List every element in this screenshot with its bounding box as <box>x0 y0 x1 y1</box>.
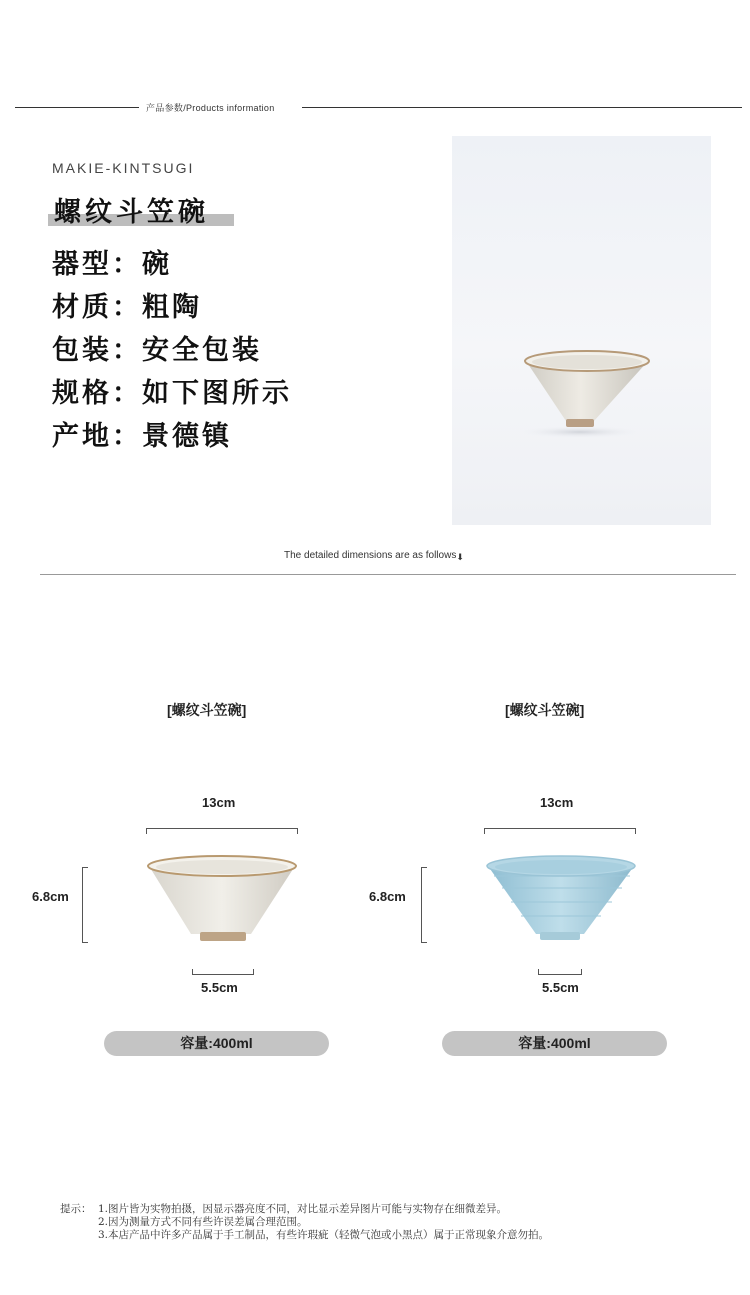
spec-key: 规格： <box>52 378 142 409</box>
spec-key: 包装： <box>52 335 142 366</box>
spec-value: 碗 <box>142 249 172 280</box>
width-bracket <box>484 828 636 834</box>
capacity-badge: 容量:400ml <box>442 1031 667 1056</box>
height-bracket <box>82 867 88 943</box>
brand-name: MAKIE-KINTSUGI <box>52 160 195 176</box>
note-line: 3.本店产品中许多产品属于手工制品，有些许瑕疵（轻微气泡或小黑点）属于正常现象介意勿拍。 <box>98 1229 550 1241</box>
note-line: 2.因为测量方式不同有些许误差属合理范围。 <box>98 1216 308 1228</box>
height-label: 6.8cm <box>369 889 406 904</box>
spec-row-packaging <box>52 328 262 367</box>
header-rule-right <box>302 107 742 108</box>
spec-key: 材质： <box>52 292 142 323</box>
spec-row-origin <box>52 414 232 453</box>
arrow-down-icon: ⬇ <box>456 552 464 562</box>
product-title: 螺纹斗笠碗 <box>54 197 209 228</box>
section-divider <box>40 574 736 575</box>
spec-key: 产地： <box>52 421 142 452</box>
section-header-label: 产品参数/Products information <box>146 103 275 113</box>
bowl-blue-illustration <box>484 852 640 946</box>
product-photo <box>452 136 711 525</box>
height-bracket <box>421 867 427 943</box>
bowl-white-illustration <box>145 852 301 946</box>
spec-row-material <box>52 285 202 324</box>
variant-caption: [螺纹斗笠碗] <box>505 702 585 718</box>
foot-bracket <box>192 969 254 975</box>
foot-bracket <box>538 969 582 975</box>
spec-value: 粗陶 <box>142 292 202 323</box>
foot-label: 5.5cm <box>542 980 579 995</box>
spec-value: 如下图所示 <box>142 378 292 409</box>
note-line: 1.图片皆为实物拍摄，因显示器亮度不同，对比显示差异图片可能与实物存在细微差异。 <box>98 1203 508 1215</box>
variant-caption: [螺纹斗笠碗] <box>167 702 247 718</box>
width-label: 13cm <box>202 795 236 810</box>
spec-row-size <box>52 371 292 410</box>
width-bracket <box>146 828 298 834</box>
bowl-photo-illustration <box>452 136 711 525</box>
width-label: 13cm <box>540 795 574 810</box>
notes-lead: 提示： <box>60 1203 92 1215</box>
spec-key: 器型： <box>52 249 142 280</box>
dimensions-intro-text: The detailed dimensions are as follows <box>284 550 457 561</box>
capacity-badge: 容量:400ml <box>104 1031 329 1056</box>
spec-value: 安全包装 <box>142 335 262 366</box>
header-rule-left <box>15 107 139 108</box>
notes-block <box>60 1203 549 1242</box>
dimensions-intro <box>284 550 464 561</box>
spec-value: 景德镇 <box>142 421 232 452</box>
foot-label: 5.5cm <box>201 980 238 995</box>
height-label: 6.8cm <box>32 889 69 904</box>
spec-row-type <box>52 242 172 281</box>
